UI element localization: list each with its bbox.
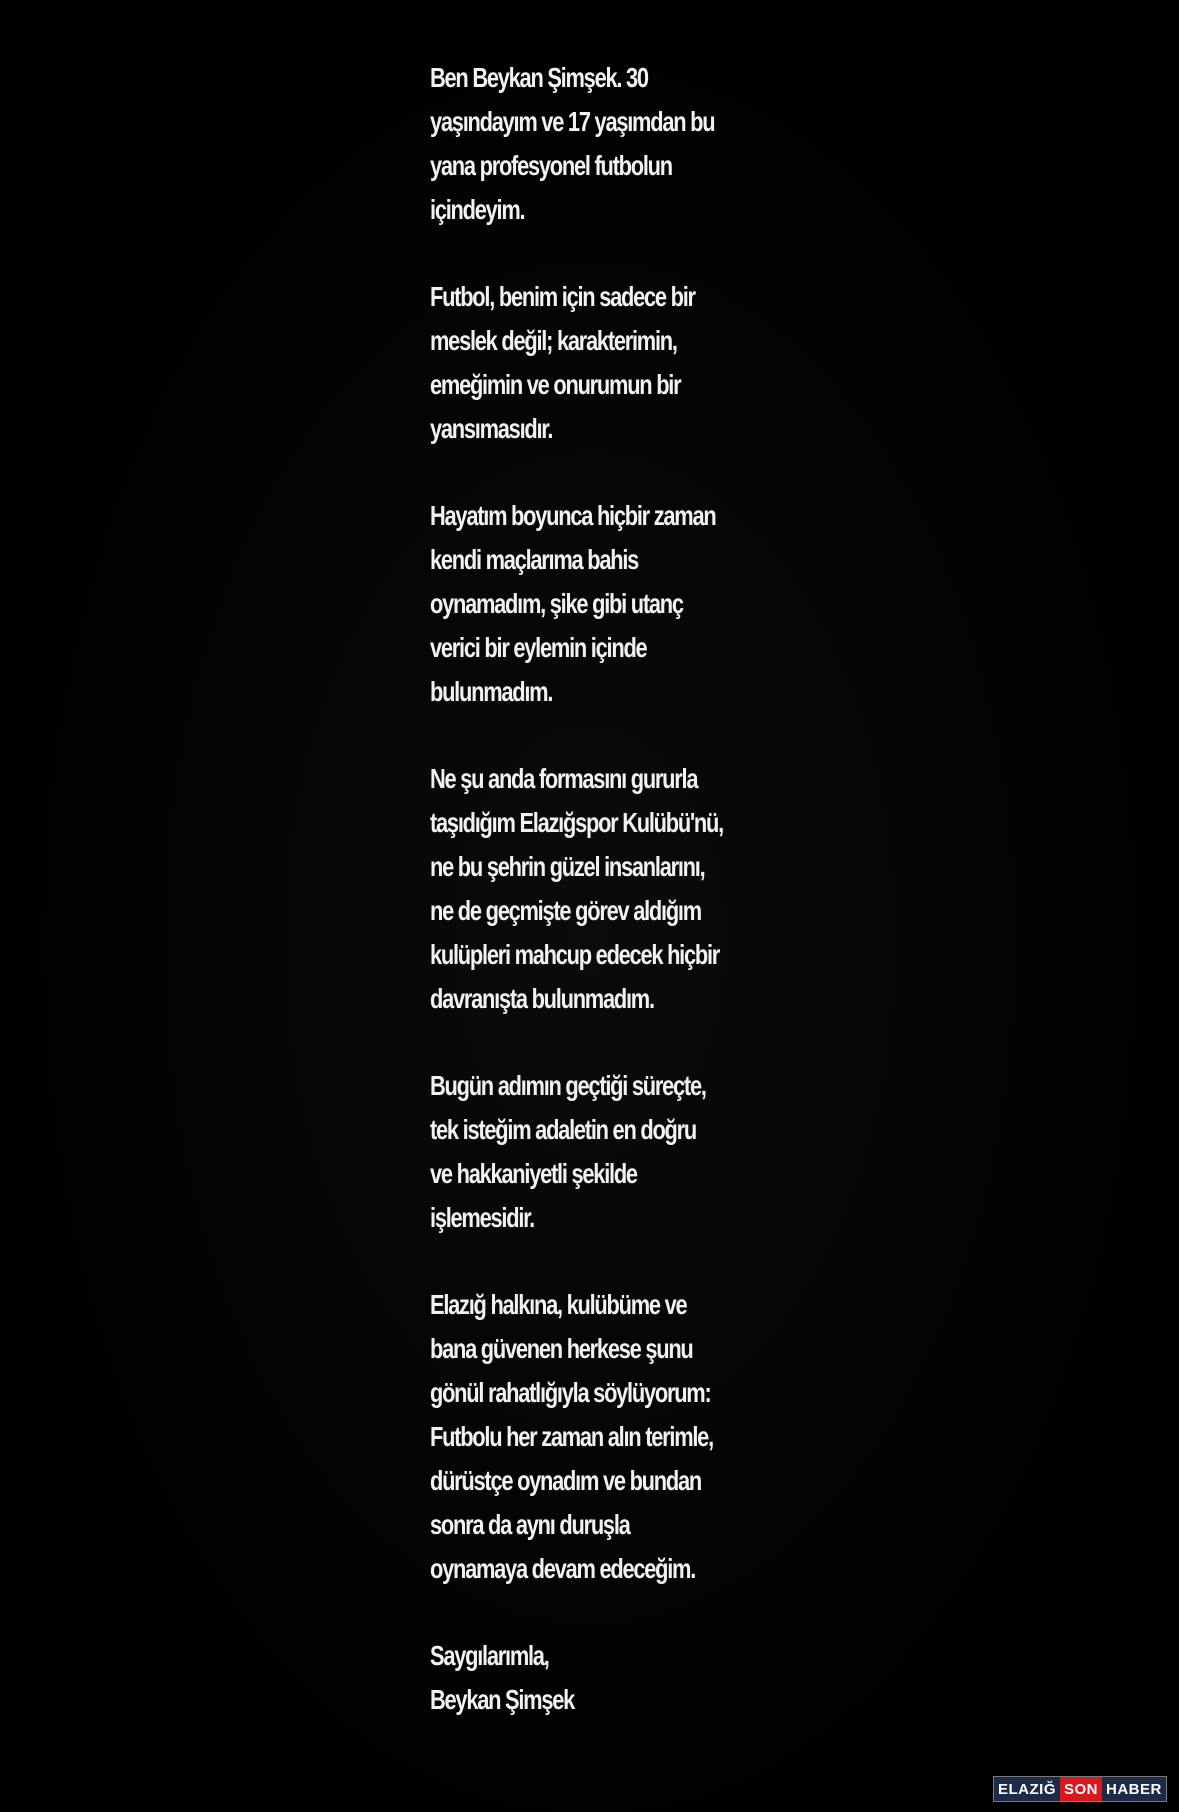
- text-line: Hayatım boyunca hiçbir zaman: [430, 500, 716, 531]
- text-line: kendi maçlarıma bahis: [430, 544, 639, 575]
- text-line: emeğimin ve onurumun bir: [430, 369, 681, 400]
- text-line: Ben Beykan Şimşek. 30: [430, 62, 648, 93]
- text-line: sonra da aynı duruşla: [430, 1509, 630, 1540]
- statement-paragraph-2: [430, 275, 790, 451]
- text-line: verici bir eylemin içinde: [430, 632, 647, 663]
- text-line: ve hakkaniyetli şekilde: [430, 1158, 637, 1189]
- text-line: yana profesyonel futbolun: [430, 150, 672, 181]
- text-line: Futbolu her zaman alın terimle,: [430, 1421, 713, 1452]
- text-line: dürüstçe oynadım ve bundan: [430, 1465, 701, 1496]
- player-statement: [430, 56, 790, 1765]
- text-line: bulunmadım.: [430, 676, 553, 707]
- statement-paragraph-1: [430, 56, 790, 232]
- text-line: Bugün adımın geçtiği süreçte,: [430, 1070, 706, 1101]
- signature-name: Beykan Şimşek: [430, 1684, 575, 1715]
- logo-word-haber: HABER: [1102, 1777, 1166, 1801]
- text-line: gönül rahatlığıyla söylüyorum:: [430, 1377, 711, 1408]
- text-line: oynamaya devam edeceğim.: [430, 1553, 696, 1584]
- text-line: bana güvenen herkese şunu: [430, 1333, 693, 1364]
- text-line: Futbol, benim için sadece bir: [430, 281, 695, 312]
- statement-paragraph-6: [430, 1283, 790, 1591]
- text-line: Elazığ halkına, kulübüme ve: [430, 1289, 687, 1320]
- text-line: kulüpleri mahcup edecek hiçbir: [430, 939, 720, 970]
- logo-word-son: SON: [1060, 1777, 1102, 1801]
- text-line: tek isteğim adaletin en doğru: [430, 1114, 696, 1145]
- statement-paragraph-4: [430, 757, 790, 1021]
- statement-paragraph-5: [430, 1064, 790, 1240]
- statement-paragraph-3: [430, 494, 790, 714]
- text-line: içindeyim.: [430, 194, 525, 225]
- text-line: meslek değil; karakterimin,: [430, 325, 677, 356]
- text-line: ne de geçmişte görev aldığım: [430, 895, 701, 926]
- text-line: Ne şu anda formasını gururla: [430, 763, 698, 794]
- text-line: işlemesidir.: [430, 1202, 535, 1233]
- text-line: davranışta bulunmadım.: [430, 983, 654, 1014]
- text-line: taşıdığım Elazığspor Kulübü'nü,: [430, 807, 723, 838]
- closing-text: Saygılarımla,: [430, 1640, 549, 1671]
- text-line: ne bu şehrin güzel insanlarını,: [430, 851, 705, 882]
- text-line: oynamadım, şike gibi utanç: [430, 588, 683, 619]
- logo-word-elazig: ELAZIĞ: [994, 1777, 1060, 1801]
- text-line: yaşındayım ve 17 yaşımdan bu: [430, 106, 715, 137]
- elazig-son-haber-logo: [993, 1776, 1167, 1802]
- text-line: yansımasıdır.: [430, 413, 553, 444]
- signoff: [430, 1634, 790, 1722]
